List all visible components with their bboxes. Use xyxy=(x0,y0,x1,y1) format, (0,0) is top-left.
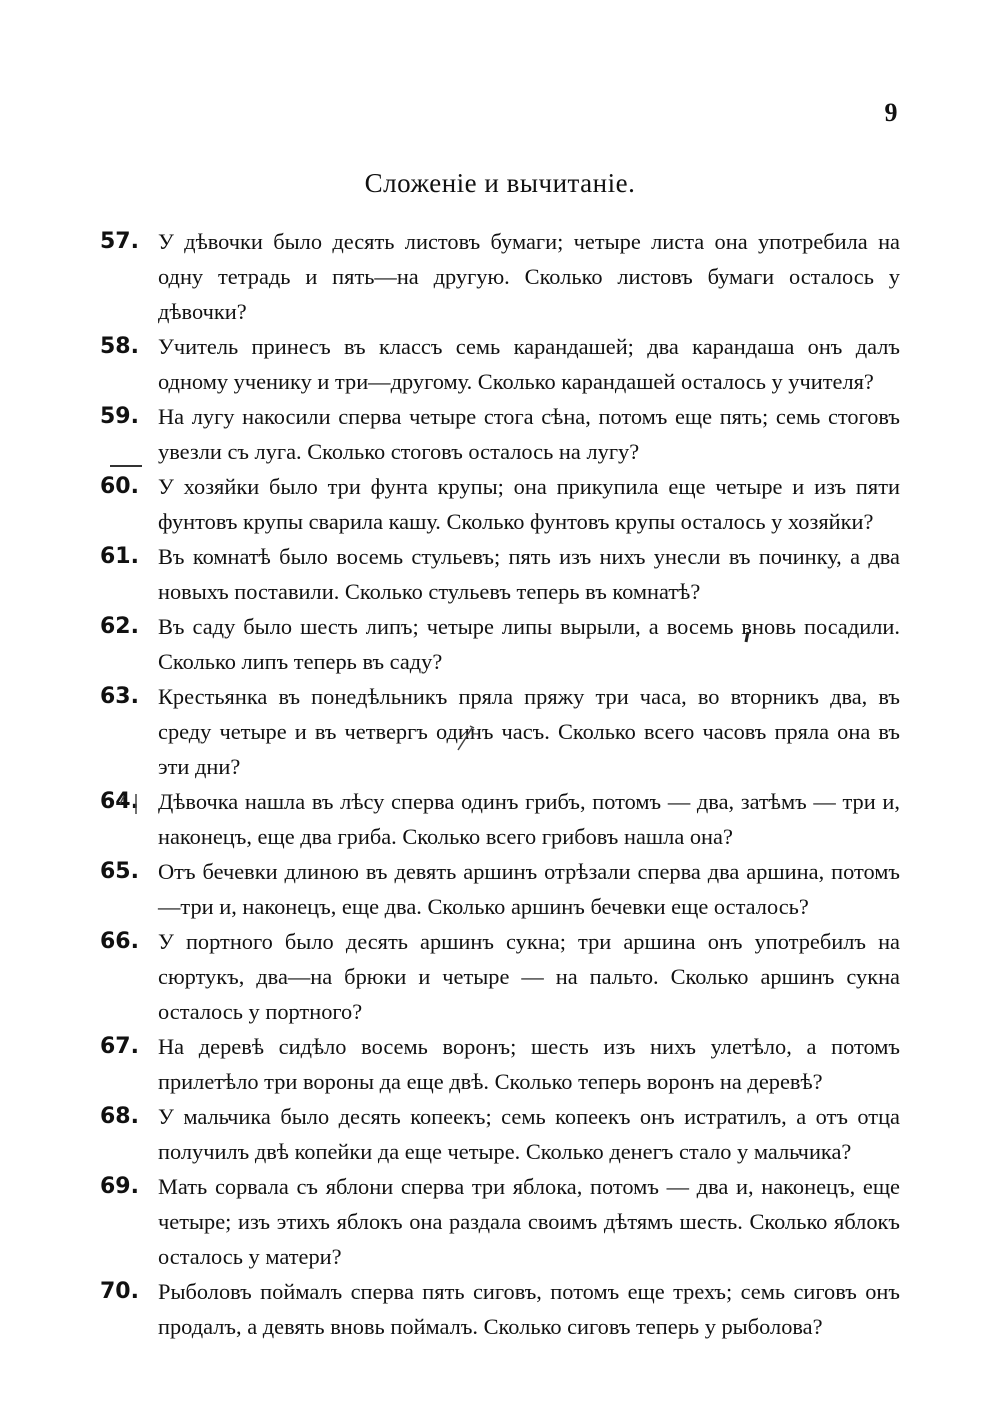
problem-item xyxy=(100,469,900,539)
problem-number: 61. xyxy=(100,544,139,569)
problem-number: 65. xyxy=(100,859,139,884)
problem-number: 70. xyxy=(100,1279,139,1304)
problem-item xyxy=(100,784,900,854)
page-number: 9 xyxy=(884,98,898,127)
bracket-mark-icon xyxy=(116,792,142,816)
problem-list xyxy=(100,224,900,1344)
problem-item xyxy=(100,539,900,609)
section-title: Сложенiе и вычитанiе. xyxy=(364,168,636,198)
dot-mark-icon xyxy=(742,630,752,644)
problem-text: У портного было десять аршинъ сукна; три аршина онъ употребилъ на сюртукъ, два—на брюки и четыре — на пальто. Сколько аршинъ сукна осталось у портного? xyxy=(158,929,900,1024)
problem-item xyxy=(100,329,900,399)
problem-text: Въ саду было шесть липъ; четыре липы вырыли, а восемь вновь посадили. Сколько липъ теперь въ саду? xyxy=(158,614,900,674)
problem-text: На деревѣ сидѣло восемь воронъ; шесть изъ нихъ улетѣло, а потомъ прилетѣло три вороны да еще двѣ. Сколько теперь воронъ на деревѣ? xyxy=(158,1034,900,1094)
problem-number: 60. xyxy=(100,474,139,499)
problem-item xyxy=(100,1274,900,1344)
problem-text: Въ комнатѣ было восемь стульевъ; пять изъ нихъ унесли въ починку, а два новыхъ поставили. Сколько стульевъ теперь въ комнатѣ? xyxy=(158,544,900,604)
underline-mark-icon xyxy=(108,462,144,470)
problem-number: 58. xyxy=(100,334,139,359)
problem-number: 67. xyxy=(100,1034,139,1059)
problem-text: Мать сорвала съ яблони сперва три яблока, потомъ — два и, наконецъ, еще четыре; изъ этихъ яблокъ она раздала своимъ дѣтямъ шесть. Сколько яблокъ осталось у матери? xyxy=(158,1174,900,1269)
problem-number: 62. xyxy=(100,614,139,639)
problem-text: Дѣвочка нашла въ лѣсу сперва одинъ грибъ, потомъ — два, затѣмъ — три и, наконецъ, еще два гриба. Сколько всего грибовъ нашла она? xyxy=(158,789,900,849)
problem-number: 66. xyxy=(100,929,139,954)
problem-item xyxy=(100,1169,900,1274)
problem-text: У хозяйки было три фунта крупы; она прикупила еще четыре и изъ пяти фунтовъ крупы сварила кашу. Сколько фунтовъ крупы осталось у хозяйки? xyxy=(158,474,900,534)
problem-item xyxy=(100,609,900,679)
problem-text: Учитель принесъ въ классъ семь карандашей; два карандаша онъ далъ одному ученику и три—другому. Сколько карандашей осталось у учителя? xyxy=(158,334,900,394)
problem-item xyxy=(100,1099,900,1169)
problem-text: Отъ бечевки длиною въ девять аршинъ отрѣзали сперва два аршина, потомъ—три и, наконецъ, еще два. Сколько аршинъ бечевки еще осталось? xyxy=(158,859,900,919)
problem-item xyxy=(100,224,900,329)
problem-item xyxy=(100,854,900,924)
problem-number: 68. xyxy=(100,1104,139,1129)
problem-text: На лугу накосили сперва четыре стога сѣна, потомъ еще пять; семь стоговъ увезли съ луга. Сколько стоговъ осталось на лугу? xyxy=(158,404,900,464)
problem-item xyxy=(100,399,900,469)
problem-text: Крестьянка въ понедѣльникъ пряла пряжу три часа, во вторникъ два, въ среду четыре и въ четвергъ одинъ часъ. Сколько всего часовъ пряла она въ эти дни? xyxy=(158,684,900,779)
problem-number: 69. xyxy=(100,1174,139,1199)
pencil-mark-icon xyxy=(448,722,478,754)
problem-item xyxy=(100,1029,900,1099)
problem-number: 59. xyxy=(100,404,139,429)
problem-item xyxy=(100,679,900,784)
problem-number: 63. xyxy=(100,684,139,709)
problem-text: У мальчика было десять копеекъ; семь копеекъ онъ истратилъ, а отъ отца получилъ двѣ копейки да еще четыре. Сколько денегъ стало у мальчика? xyxy=(158,1104,900,1164)
problem-item xyxy=(100,924,900,1029)
problem-text: У дѣвочки было десять листовъ бумаги; четыре листа она употребила на одну тетрадь и пять—на другую. Сколько листовъ бумаги осталось у дѣвочки? xyxy=(158,229,900,324)
problem-text: Рыболовъ поймалъ сперва пять сиговъ, потомъ еще трехъ; семь сиговъ онъ продалъ, а девять вновь поймалъ. Сколько сиговъ теперь у рыболова? xyxy=(158,1279,900,1339)
problem-number: 57. xyxy=(100,229,139,254)
problem-number: 64. xyxy=(100,789,139,814)
